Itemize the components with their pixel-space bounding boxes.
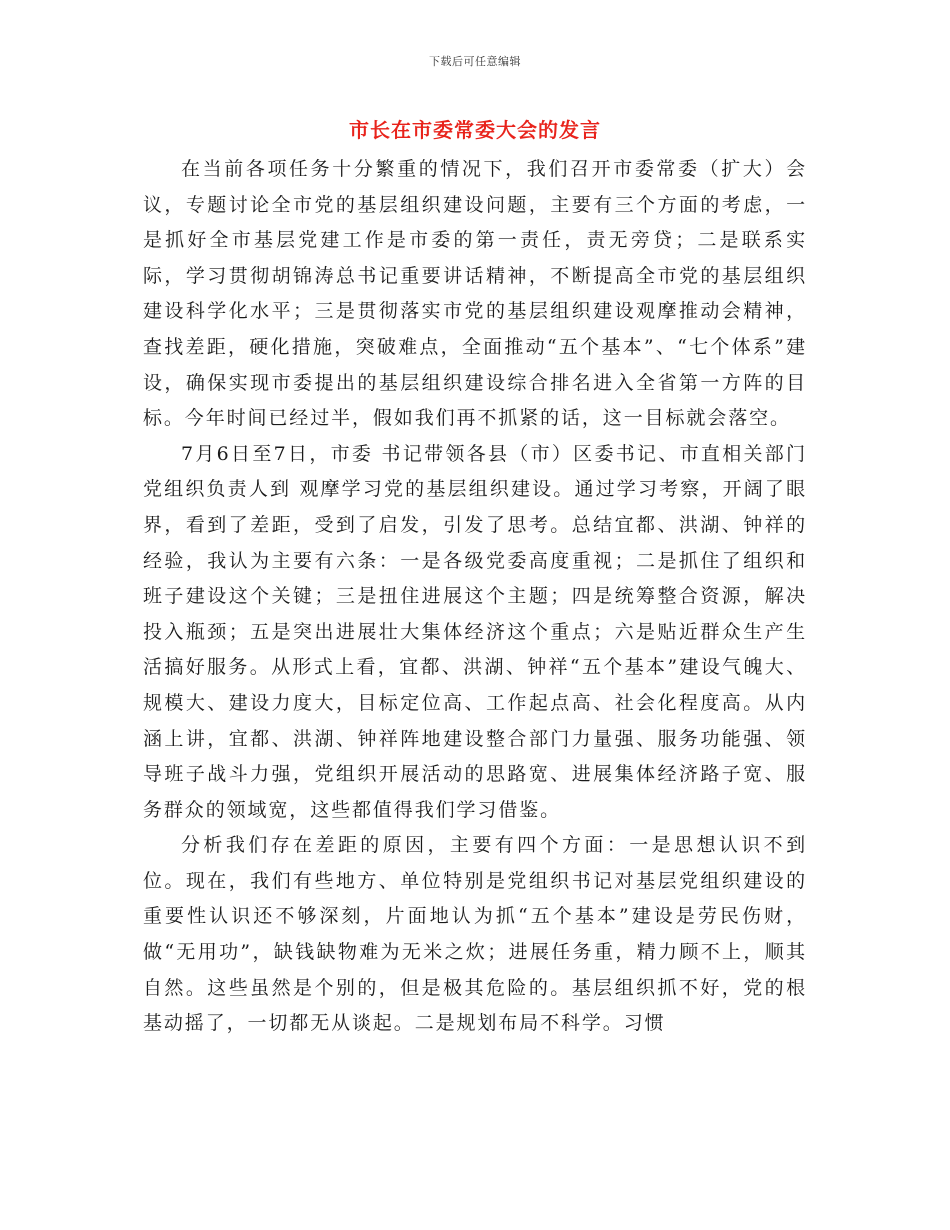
document-body — [143, 152, 807, 1042]
paragraph-1: 在当前各项任务十分繁重的情况下，我们召开市委常委（扩大）会议，专题讨论全市党的基层组织建设问题，主要有三个方面的考虑，一是抓好全市基层党建工作是市委的第一责任，责无旁贷；二是联系实际，学习贯彻胡锦涛总书记重要讲话精神，不断提高全市党的基层组织建设科学化水平；三是贯彻落实市党的基层组织建设观摩推动会精神，查找差距，硬化措施，突破难点，全面推动“五个基本”、“七个体系”建设，确保实现市委提出的基层组织建设综合排名进入全省第一方阵的目标。今年时间已经过半，假如我们再不抓紧的话，这一目标就会落空。 — [143, 158, 807, 430]
paragraph-3: 分析我们存在差距的原因，主要有四个方面：一是思想认识不到位。现在，我们有些地方、单位特别是党组织书记对基层党组织建设的重要性认识还不够深刻，片面地认为抓“五个基本”建设是劳民伤财，做“无用功”，缺钱缺物难为无米之炊；进展任务重，精力顾不上，顺其自然。这些虽然是个别的，但是极其危险的。基层组织抓不好，党的根基动摇了，一切都无从谈起。二是规划布局不科学。习惯 — [143, 834, 807, 1035]
page-header: 下载后可任意编辑 — [429, 55, 521, 68]
paragraph-2: 7月6日至7日，市委 书记带领各县（市）区委书记、市直相关部门党组织负责人到 观摩学习党的基层组织建设。通过学习考察，开阔了眼界，看到了差距，受到了启发，引发了思考。总结宜都、洪湖、钟祥的经验，我认为主要有六条：一是各级党委高度重视；二是抓住了组织和班子建设这个关键；三是扭住进展这个主题；四是统筹整合资源，解决投入瓶颈；五是突出进展壮大集体经济这个重点；六是贴近群众生产生活搞好服务。从形式上看，宜都、洪湖、钟祥“五个基本”建设气魄大、规模大、建设力度大，目标定位高、工作起点高、社会化程度高。从内涵上讲，宜都、洪湖、钟祥阵地建设整合部门力量强、服务功能强、领导班子战斗力强，党组织开展活动的思路宽、进展集体经济路子宽、服务群众的领域宽，这些都值得我们学习借鉴。 — [143, 442, 807, 821]
document-title: 市长在市委常委大会的发言 — [349, 118, 601, 142]
